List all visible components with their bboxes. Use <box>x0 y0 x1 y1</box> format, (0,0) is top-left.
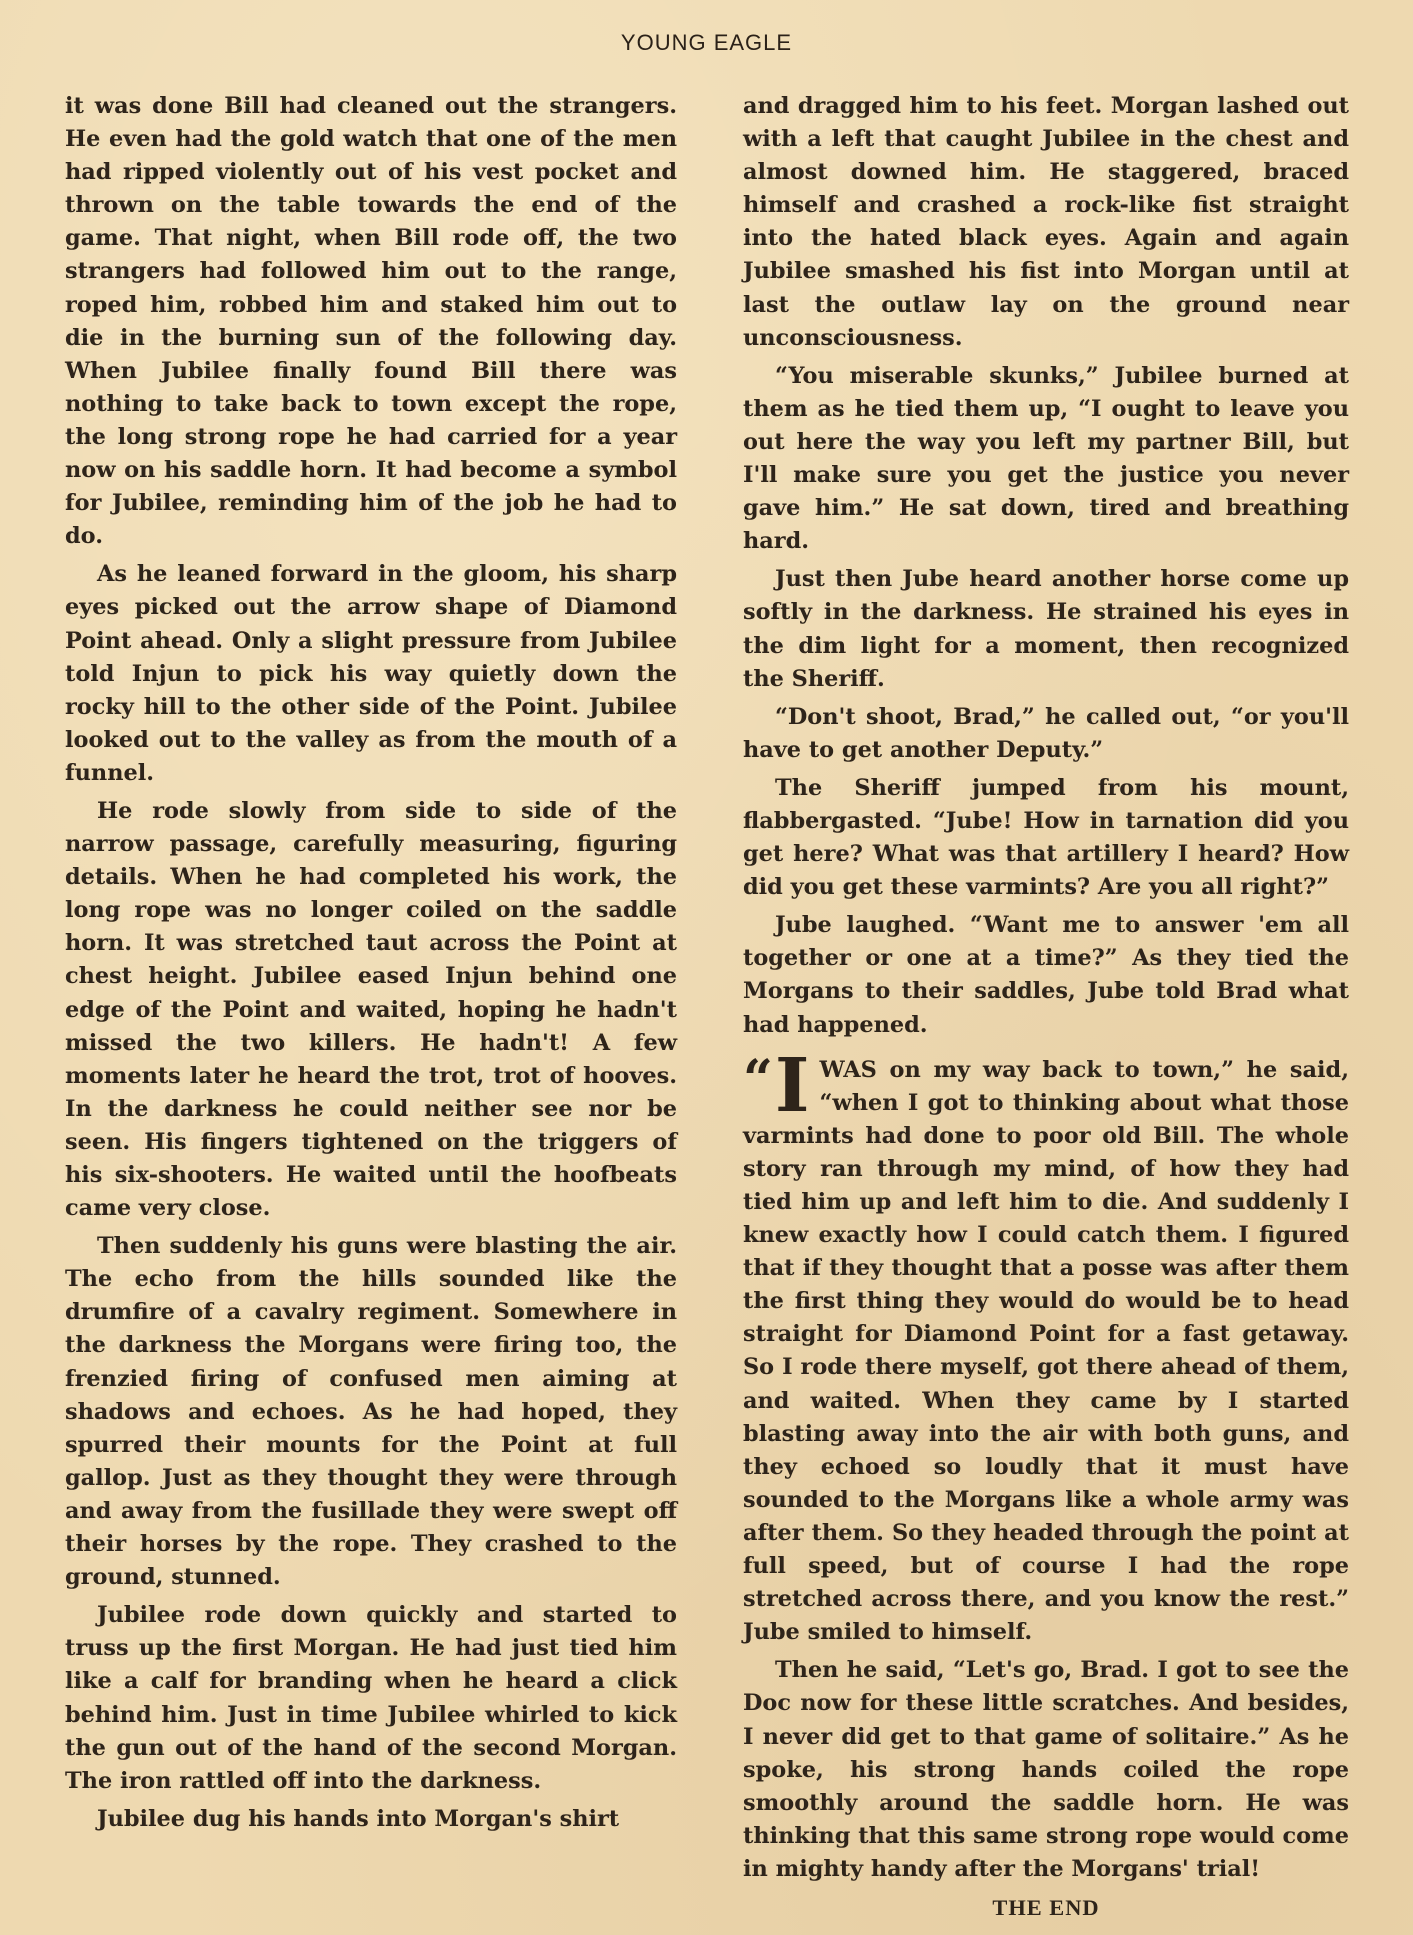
left-column <box>65 90 677 1841</box>
paragraph: “Don't shoot, Brad,” he called out, “or you'll have to get another Deputy.” <box>743 703 1349 763</box>
drop-cap-initial: I <box>774 1042 810 1129</box>
paragraph: He rode slowly from side to side of the narrow passage, carefully measuring, figuring details. When he had completed his work, the long rope was no longer coiled on the saddle horn. It was stretched taut across the Point at chest height. Jubilee eased Injun behind one edge of the Point and waited, hoping he hadn't missed the two killers. He hadn't! A few moments later he heard the trot, trot of hooves. In the darkness he could neither see nor be seen. His fingers tightened on the triggers of his six-shooters. He waited until the hoofbeats came very close. <box>65 797 677 1222</box>
paragraph: As he leaned forward in the gloom, his sharp eyes picked out the arrow shape of Diamond Point ahead. Only a slight pressure from Jubilee told Injun to pick his way quietly down the rocky hill to the other side of the Point. Jubilee looked out to the valley as from the mouth of a funnel. <box>65 561 677 786</box>
opening-quote-mark: “ <box>743 1048 773 1110</box>
right-column <box>743 90 1349 1929</box>
paragraph: it was done Bill had cleaned out the strangers. He even had the gold watch that one of the men had ripped violently out of his vest pocket and thrown on the table towards the end of the game. That night, when Bill rode off, the two strangers had followed him out to the range, roped him, robbed him and staked him out to die in the burning sun of the following day. When Jubilee finally found Bill there was nothing to take back to town except the rope, the long strong rope he had carried for a year now on his saddle horn. It had become a symbol for Jubilee, reminding him of the job he had to do. <box>65 93 677 550</box>
paragraph: The Sheriff jumped from his mount, flabbergasted. “Jube! How in tarnation did you get here? What was that artillery I heard? How did you get these varmints? Are you all right?” <box>743 774 1349 901</box>
dropcap-paragraph <box>743 1042 1349 1650</box>
dropcap-paragraph-text: WAS on my way back to town,” he said, “when I got to thinking about what those varmints had done to poor old Bill. The whole story ran through my mind, of how they had tied him up and left him to die. And suddenly I knew exactly how I could catch them. I figured that if they thought that a posse was after them the first thing they would do would be to head straight for Diamond Point for a fast getaway. So I rode there myself, got there ahead of them, and waited. When they came by I started blasting away into the air with both guns, and they echoed so loudly that it must have sounded to the Morgans like a whole army was after them. So they headed through the point at full speed, but of course I had the rope stretched across there, and you know the rest.” Jube smiled to himself. <box>743 1056 1349 1646</box>
paragraph: “You miserable skunks,” Jubilee burned at them as he tied them up, “I ought to leave you out here the way you left my partner Bill, but I'll make sure you get the justice you never gave him.” He sat down, tired and breathing hard. <box>743 362 1349 555</box>
paragraph: Jubilee dug his hands into Morgan's shirt <box>97 1805 620 1832</box>
paragraph: Just then Jube heard another horse come up softly in the darkness. He strained his eyes in the dim light for a moment, then recognized the Sheriff. <box>743 566 1349 692</box>
paragraph: Jube laughed. “Want me to answer 'em all together or one at a time?” As they tied the Morgans to their saddles, Jube told Brad what had happened. <box>743 912 1349 1038</box>
the-end-label: THE END <box>992 1894 1100 1920</box>
paragraph: Then suddenly his guns were blasting the air. The echo from the hills sounded like the drumfire of a cavalry regiment. Somewhere in the darkness the Morgans were firing too, the frenzied firing of confused men aiming at shadows and echoes. As he had hoped, they spurred their mounts for the Point at full gallop. Just as they thought they were through and away from the fusillade they were swept off their horses by the rope. They crashed to the ground, stunned. <box>65 1233 677 1591</box>
running-head: YOUNG EAGLE <box>620 30 793 55</box>
paragraph: Then he said, “Let's go, Brad. I got to see the Doc now for these little scratches. And besides, I never did get to that game of solitaire.” As he spoke, his strong hands coiled the rope smoothly around the saddle horn. He was thinking that this same strong rope would come in mighty handy after the Morgans' trial! <box>743 1657 1349 1882</box>
paragraph: and dragged him to his feet. Morgan lashed out with a left that caught Jubilee in the chest and almost downed him. He staggered, braced himself and crashed a rock-like fist straight into the hated black eyes. Again and again Jubilee smashed his fist into Morgan until at last the outlaw lay on the ground near unconsciousness. <box>743 93 1349 351</box>
paragraph: Jubilee rode down quickly and started to truss up the first Morgan. He had just tied him like a calf for branding when he heard a click behind him. Just in time Jubilee whirled to kick the gun out of the hand of the second Morgan. The iron rattled off into the darkness. <box>65 1602 677 1794</box>
